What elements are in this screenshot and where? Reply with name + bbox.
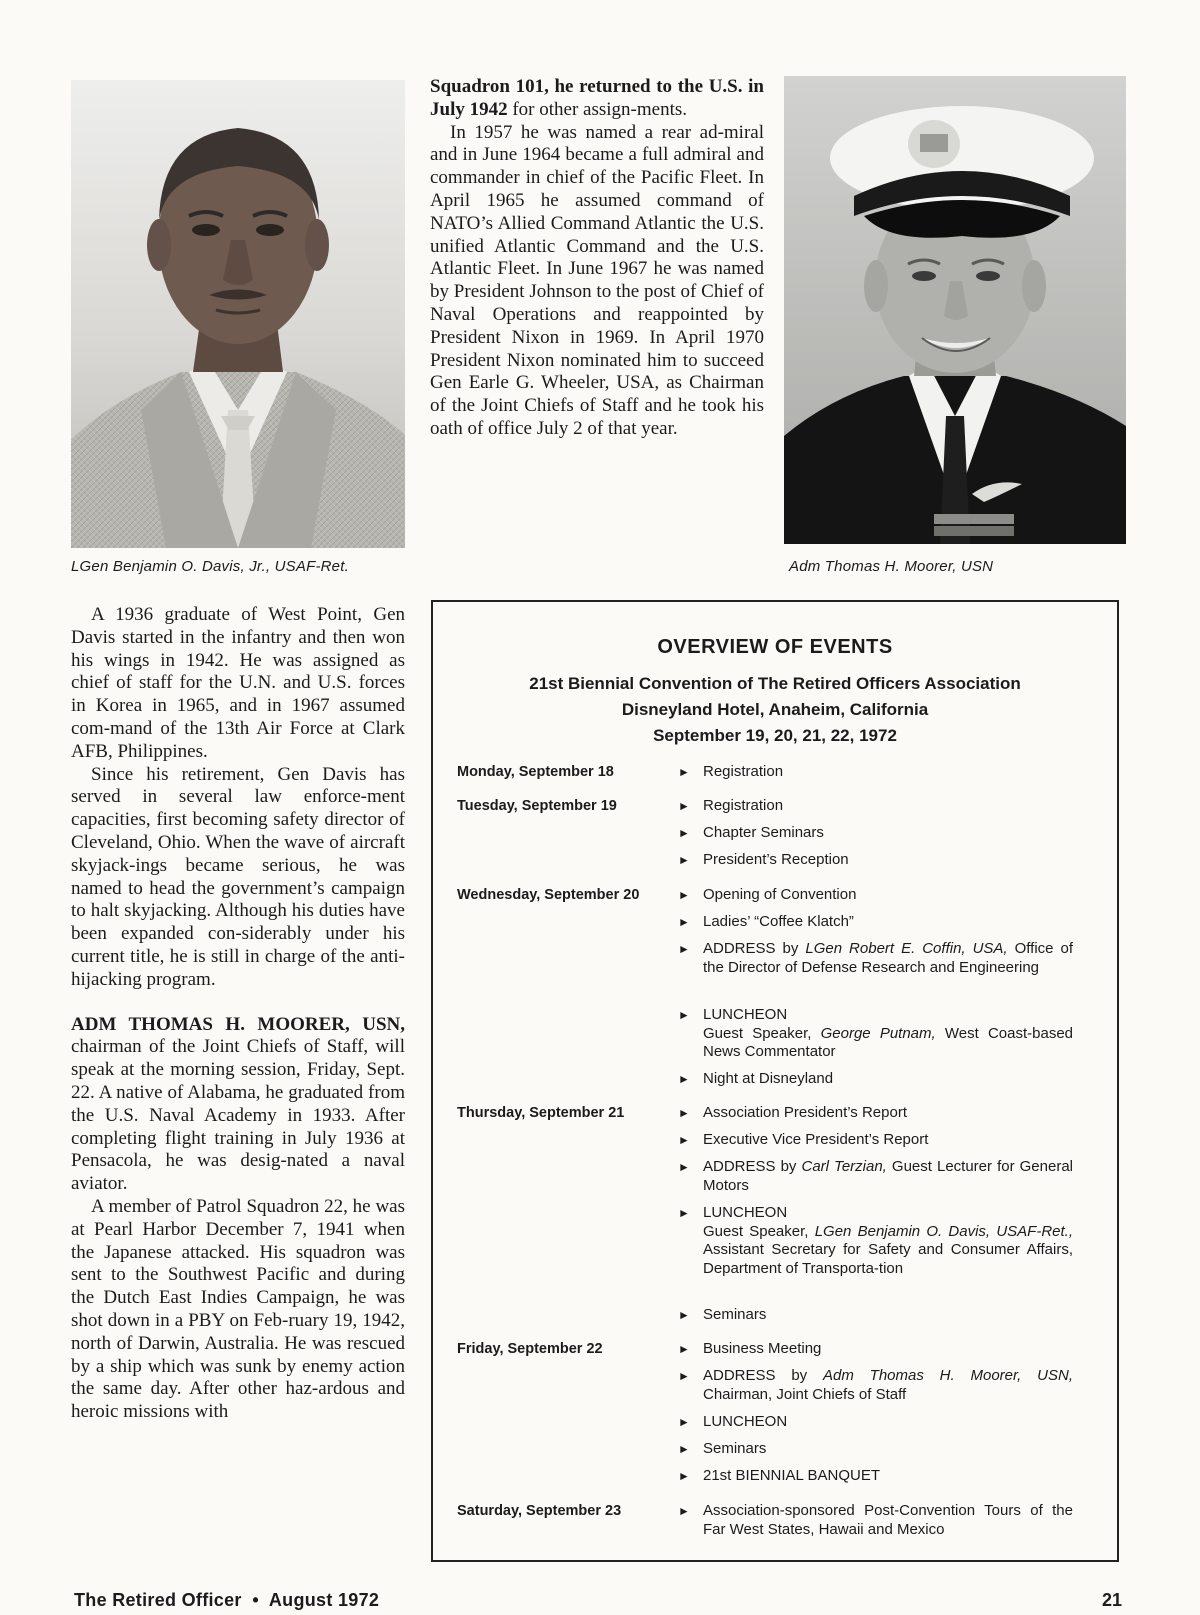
paragraph: A member of Patrol Squadron 22, he was at Pearl Harbor December 7, 1941 when the Japanese attacked. His squadron was sent to the Southwest Pacific and during the Dutch East Indies Campaign, he was shot down in a PBY on Feb-ruary 19, 1942, north of Darwin, Australia. He was rescued by a ship which was sunk by enemy action the same day. After other haz-ardous and heroic missions with [71,1195,405,1423]
event-item: ► Night at Disneyland [678,1070,834,1087]
arrow-bullet-icon: ► [678,799,690,813]
event-item: ► President’s Reception [678,851,849,868]
paragraph: In 1957 he was named a rear ad-miral and in June 1964 became a full admiral and commander in chief of the Pacific Fleet. In April 1965 he assumed command of NATO’s Allied Command Atlantic the U.S. unified Atlantic Command and the U.S. Atlantic Fleet. In June 1967 he was named by President Johnson to the post of Chief of Naval Operations and reappointed by President Nixon in 1969. In April 1970 President Nixon nominated him to succeed Gen Earle G. Wheeler, USA, as Chairman of the Joint Chiefs of Staff and he took his oath of office July 2 of that year. [430,121,764,439]
arrow-bullet-icon: ► [678,1442,690,1456]
event-item: ► 21st BIENNIAL BANQUET [678,1467,880,1484]
paragraph [71,1014,405,1196]
event-item: ► Registration [678,797,784,814]
events-overview-box [431,600,1119,1562]
paragraph [430,76,764,122]
events-venue: Disneyland Hotel, Anaheim, California [621,700,929,719]
day-wednesday: Wednesday, September 20 [457,887,640,903]
paragraph-text: for other assign-ments. [507,98,688,120]
event-item: ► Business Meeting [678,1340,822,1357]
caption-moorer: Adm Thomas H. Moorer, USN [789,558,994,575]
event-item: ► Opening of Convention [678,886,857,903]
event-item: ► Seminars [678,1440,767,1457]
day-thursday: Thursday, September 21 [457,1105,625,1121]
arrow-bullet-icon: ► [678,1369,690,1383]
arrow-bullet-icon: ► [678,853,690,867]
bold-lead: Squadron 101, he returned to the U.S. in July 1942 [430,76,764,120]
event-item: ► Seminars [678,1306,767,1323]
page-number: 21 [1102,1590,1123,1610]
events-subtitle: 21st Biennial Convention of The Retired Officers Association [529,674,1021,693]
event-item: ► Registration [678,763,784,780]
day-tuesday: Tuesday, September 19 [457,798,617,814]
day-saturday: Saturday, September 23 [457,1503,622,1519]
caption-davis: LGen Benjamin O. Davis, Jr., USAF-Ret. [71,558,349,575]
arrow-bullet-icon: ► [678,915,690,929]
arrow-bullet-icon: ► [678,1504,690,1518]
event-item: ► Association President’s Report [678,1104,907,1121]
events-dates: September 19, 20, 21, 22, 1972 [653,726,897,745]
article-column-left [71,604,405,1424]
arrow-bullet-icon: ► [678,765,690,779]
arrow-bullet-icon: ► [678,1206,690,1220]
arrow-bullet-icon: ► [678,1469,690,1483]
arrow-bullet-icon: ► [678,888,690,902]
bold-lead: ADM THOMAS H. MOORER, USN, [71,1013,405,1035]
arrow-bullet-icon: ► [678,1415,690,1429]
arrow-bullet-icon: ► [678,1008,690,1022]
footer-publication: The Retired Officer • August 1972 [74,1590,380,1610]
arrow-bullet-icon: ► [678,1342,690,1356]
arrow-bullet-icon: ► [678,1308,690,1322]
arrow-bullet-icon: ► [678,1160,690,1174]
event-item: ► Association-sponsored Post-Convention Tours of the Far West States, Hawaii and Mexico [678,1502,1073,1538]
event-item: ► ADDRESS by Adm Thomas H. Moorer, USN, Chairman, Joint Chiefs of Staff [678,1367,1073,1403]
events-heading: OVERVIEW OF EVENTS [657,636,893,658]
paragraph: A 1936 graduate of West Point, Gen Davis started in the infantry and then won his wings in 1942. He was assigned as chief of staff for the U.N. and U.S. forces in Korea in 1965, and in 1967 assumed com-mand of the 13th Air Force at Clark AFB, Philippines. [71,604,405,762]
paragraph: Since his retirement, Gen Davis has served in several law enforce-ment capacities, first becoming safety director of Cleveland, Ohio. When the wave of aircraft skyjack-ings became serious, he was named to head the government’s campaign to halt skyjacking. Although his duties have been expanded con-siderably under his current title, he is still in charge of the anti-hijacking program. [71,763,405,990]
arrow-bullet-icon: ► [678,826,690,840]
day-friday: Friday, September 22 [457,1341,603,1357]
photo-moorer-portrait [784,76,1126,544]
arrow-bullet-icon: ► [678,1133,690,1147]
arrow-bullet-icon: ► [678,942,690,956]
event-item: ► ADDRESS by Carl Terzian, Guest Lecturer for General Motors [678,1158,1073,1194]
event-item: ► Executive Vice President’s Report [678,1131,929,1148]
event-item: ► LUNCHEON [678,1413,788,1430]
event-item: ► LUNCHEON Guest Speaker, LGen Benjamin O. Davis, USAF-Ret., Assistant Secretary for Safety and Consumer Affairs, Department of Transporta-tion [678,1204,1073,1277]
event-item: ► Ladies’ “Coffee Klatch” [678,913,854,930]
event-item: ► LUNCHEON Guest Speaker, George Putnam, West Coast-based News Commentator [678,1006,1073,1060]
article-column-middle [430,76,764,441]
day-monday: Monday, September 18 [457,764,614,780]
paragraph-text: chairman of the Joint Chiefs of Staff, will speak at the morning session, Friday, Sept. 22. A native of Alabama, he graduated from the U.S. Naval Academy in 1933. After completing flight training in July 1936 at Pensacola, he was desig-nated a naval aviator. [71,1036,405,1195]
photo-davis-portrait [71,80,405,548]
arrow-bullet-icon: ► [678,1106,690,1120]
arrow-bullet-icon: ► [678,1072,690,1086]
event-item: ► ADDRESS by LGen Robert E. Coffin, USA, Office of the Director of Defense Research and Engineering [678,940,1073,976]
event-item: ► Chapter Seminars [678,824,824,841]
